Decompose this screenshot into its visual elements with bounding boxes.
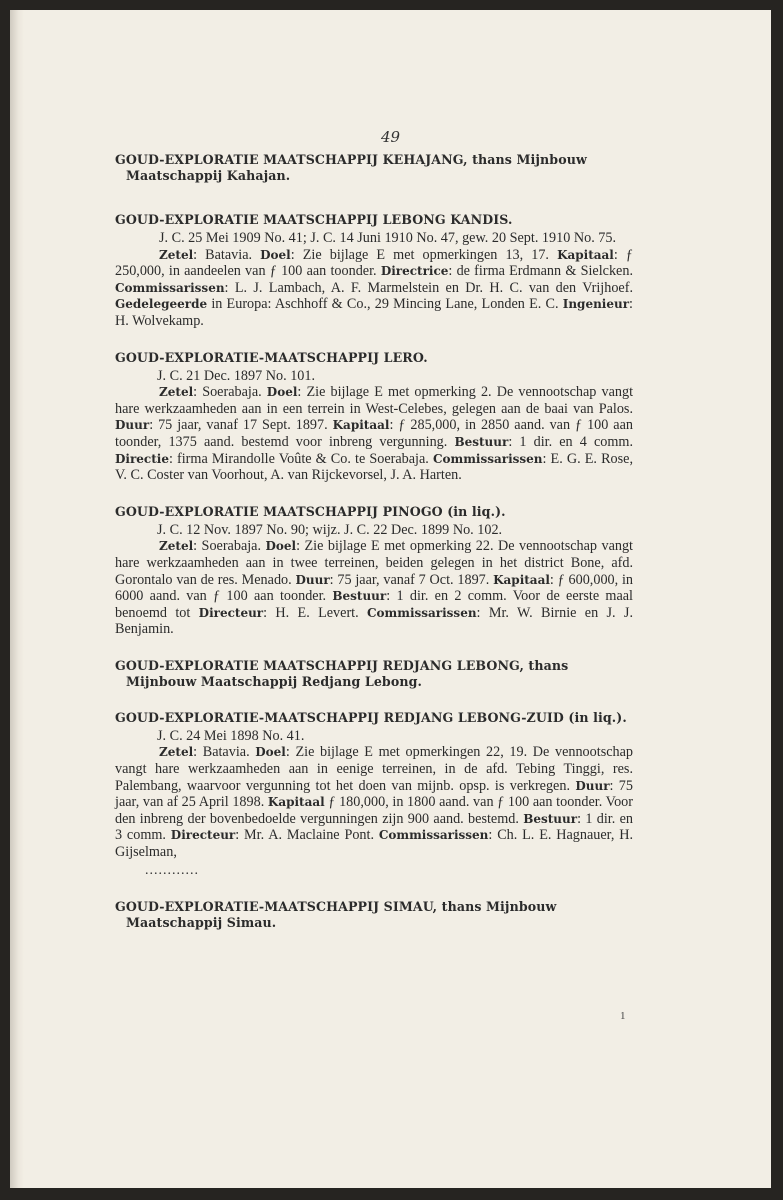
entry-body: Zetel: Batavia. Doel: Zie bijlage E met opmerkingen 22, 19. De vennootschap vangt hare werkzaamheden aan in eenige terreinen, in de afd. Tebing Tinggi, res. Palembang, waarvoor vergunning tot het doen van mijnb. opsp. is verkregen. Duur: 75 jaar, van af 25 April 1898. Kapitaal ƒ 180,000, in 1800 aand. van ƒ 100 aan toonder. Voor den inbreng der bovenbedoelde vergunningen zijn 900 aand. bestemd. Bestuur: 1 dir. en 3 comm. Directeur: Mr. A. Maclaine Pont. Commissarissen: Ch. L. E. Hagnauer, H. Gijselman, [115,744,633,861]
label-kapitaal: Kapitaal [332,418,390,433]
label-commissarissen: Commissarissen [367,605,477,620]
entry-ref: J. C. 21 Dec. 1897 No. 101. [157,367,316,384]
label-ingenieur: Ingenieur [562,297,630,312]
entry-ref: J. C. 24 Mei 1898 No. 41. [157,727,305,744]
entry-lebong-kandis [115,212,633,330]
entry-title: GOUD-EXPLORATIE-MAATSCHAPPIJ REDJANG LEBONG-ZUID (in liq.). [115,709,627,725]
entry-title: GOUD-EXPLORATIE-MAATSCHAPPIJ LERO. [115,349,428,365]
entry-redjang-lebong-zuid [115,710,633,879]
entry-pinogo [115,504,633,638]
label-bestuur: Bestuur [454,434,509,449]
label-directie: Directie [115,451,169,466]
entry-ref: J. C. 25 Mei 1909 No. 41; J. C. 14 Juni 1910 No. 47, gew. 20 Sept. 1910 No. 75. [159,230,617,246]
entry-title: GOUD-EXPLORATIE MAATSCHAPPIJ LEBONG KANDIS. [115,212,513,227]
label-directrice: Directrice [380,264,449,279]
page-fold-shadow [10,10,24,1188]
page-number: 49 [380,128,401,146]
label-commissarissen: Commissarissen [115,280,225,295]
label-zetel: Zetel [159,539,194,554]
label-duur: Duur [295,572,330,587]
entry-body: Zetel: Soerabaja. Doel: Zie bijlage E met opmerking 2. De vennootschap vangt hare werkzaamheden aan in een terrein in West-Celebes, gelegen aan de baai van Palos. Duur: 75 jaar, vanaf 17 Sept. 1897. Kapitaal: ƒ 285,000, in 2850 aand. van ƒ 100 aan toonder, 1375 aand. bestemd voor inbreng vergunning. Bestuur: 1 dir. en 4 comm. Directie: firma Mirandolle Voûte & Co. te Soerabaja. Commissarissen: E. G. E. Rose, V. C. Coster van Voorhout, A. van Rijckevorsel, J. A. Harten. [115,384,634,484]
entry-redjang-lebong [115,658,633,690]
label-zetel: Zetel [159,385,194,400]
label-commissarissen: Commissarissen [432,451,543,466]
entry-body: Zetel: Soerabaja. Doel: Zie bijlage E met opmerking 22. De vennootschap vangt hare werkzaamheden aan in twee terreinen, beiden gelegen in het district Bone, afd. Gorontalo van de res. Menado. Duur: 75 jaar, vanaf 7 Oct. 1897. Kapitaal: ƒ 600,000, in 6000 aand. van ƒ 100 aan toonder. Bestuur: 1 dir. en 2 comm. Voor de eerste maal benoemd tot Directeur: H. E. Levert. Commissarissen: Mr. W. Birnie en J. J. Benjamin. [115,538,633,638]
entry-title: GOUD-EXPLORATIE MAATSCHAPPIJ PINOGO (in liq.). [115,503,506,519]
entry-body: Zetel: Batavia. Doel: Zie bijlage E met opmerkingen 13, 17. Kapitaal: ƒ 250,000, in aandeelen van ƒ 100 aan toonder. Directrice: de firma Erdmann & Sielcken. Commissarissen: L. J. Lambach, A. F. Marmelstein en Dr. H. C. van den Vrijhoef. Gedelegeerde in Europa: Aschhoff & Co., 29 Mincing Lane, Londen E. C. Ingenieur: H. Wolvekamp. [115,246,633,329]
label-directeur: Directeur [170,828,236,843]
label-doel: Doel [260,247,291,262]
label-bestuur: Bestuur [332,589,387,604]
entry-title: GOUD-EXPLORATIE MAATSCHAPPIJ REDJANG LEBONG, thans Mijnbouw Maatschappij Redjang Lebong. [115,657,569,689]
entry-title: GOUD-EXPLORATIE-MAATSCHAPPIJ SIMAU, thans Mijnbouw Maatschappij Simau. [115,898,557,930]
label-kapitaal: Kapitaal [267,795,325,810]
label-gedelegeerde: Gedelegeerde [115,297,208,312]
label-kapitaal: Kapitaal [493,572,550,587]
label-zetel: Zetel [159,247,194,262]
label-duur: Duur [575,778,610,793]
entry-simau [115,899,633,931]
ellipsis-dots: ............ [145,862,199,878]
label-kapitaal: Kapitaal [557,247,614,262]
label-doel: Doel [266,385,298,400]
label-doel: Doel [265,539,297,554]
book-page [10,10,771,1188]
label-commissarissen: Commissarissen [378,828,489,843]
entry-title: GOUD-EXPLORATIE MAATSCHAPPIJ KEHAJANG, thans Mijnbouw Maatschappij Kahajan. [115,152,587,183]
footnote-mark: 1 [620,1010,626,1022]
entry-kehajang [115,152,633,184]
entry-ref: J. C. 12 Nov. 1897 No. 90; wijz. J. C. 22 Dec. 1899 No. 102. [157,521,503,538]
label-doel: Doel [255,745,286,760]
label-zetel: Zetel [159,745,194,760]
entry-lero [115,350,633,484]
label-bestuur: Bestuur [523,811,578,826]
page-content [115,152,633,951]
label-duur: Duur [115,418,150,433]
label-directeur: Directeur [198,605,264,620]
